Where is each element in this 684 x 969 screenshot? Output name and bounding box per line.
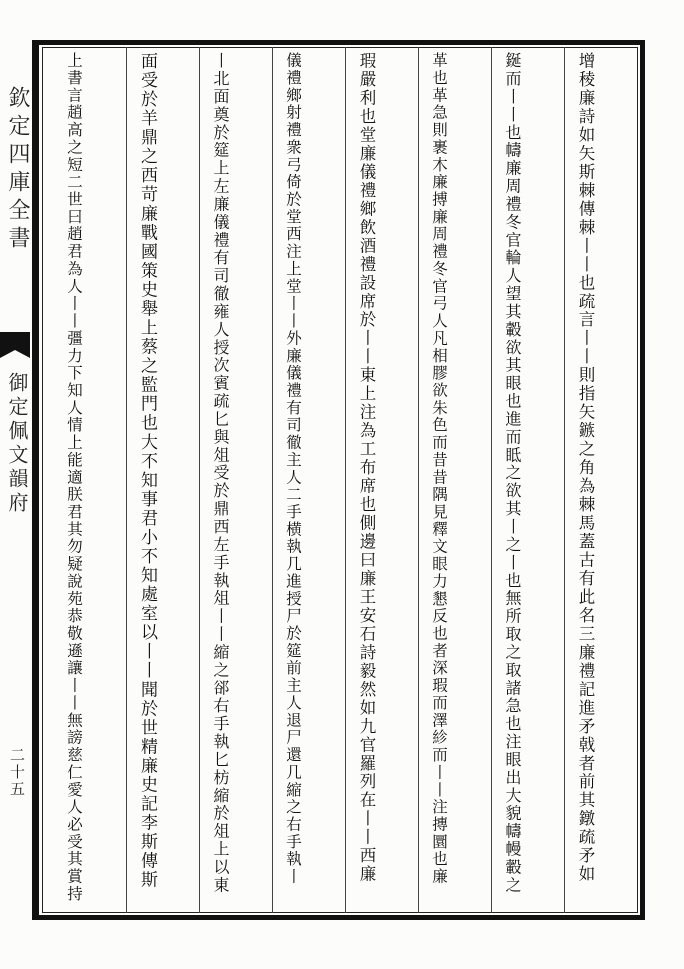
column-rule <box>491 47 492 913</box>
text-column-3: 革也革急則裹木廉搏廉周禮冬官弓人凡相膠欲朱色而昔昔隅見釋文眼力懇反也者深瑕而澤紾而丨丨注摶圜也廉 <box>430 52 448 886</box>
column-rule <box>345 47 346 913</box>
text-column-4: 瑕嚴利也堂廉儀禮鄉飲酒禮設席於丨丨東上注為工布席也側邊曰廉王安石詩毅然如九官羅列在丨丨西廉 <box>357 52 376 884</box>
column-rule <box>126 47 127 913</box>
column-rule <box>272 47 273 913</box>
column-rule <box>199 47 200 913</box>
text-column-1: 增稜廉詩如矢斯棘傳棘丨丨也疏言丨丨則指矢鏃之角為棘馬蓋古有此名三廉禮記進矛戟者前其鐓疏矛如 <box>576 52 595 884</box>
column-rule <box>564 47 565 913</box>
text-column-8: 上書言趙高之短二世曰趙君為人丨丨彊力下知人情上能適朕君其勿疑說苑恭敬遜讓丨丨無謗慈仁愛人必受其賞持 <box>65 52 83 903</box>
text-column-7: 面受於羊鼎之西苛廉戰國策史舉上蔡之監門也大不知事君小不知處室以丨丨聞於世精廉史記李斯傳斯 <box>137 52 157 890</box>
text-column-2: 鋋而丨丨也幬廉周禮冬官輪人望其轂欲其眼也進而眡之欲其丨之丨也無所取之取諸急也注眼出大貌幬幔轂之 <box>503 52 522 895</box>
book-title: 欽定四庫全書 <box>5 86 30 254</box>
volume-title: 御定佩文韻府 <box>5 372 29 516</box>
column-rule <box>418 47 419 913</box>
page-number: 二十五 <box>8 747 26 798</box>
page-margin <box>0 40 34 920</box>
fishtail-mark-icon <box>0 332 30 358</box>
text-column-6: 丨北面奠於筵上左廉儀禮有司徹雍人授次賓疏匕與俎受於鼎西左手執俎丨丨縮之郤右手執匕枋縮於俎上以東 <box>211 52 230 895</box>
text-column-5: 儀禮鄉射禮衆弓倚於堂西注上堂丨丨外廉儀禮有司徹主人二手横執几進授尸於筵前主人退尸還几縮之右手執丨 <box>284 52 302 886</box>
